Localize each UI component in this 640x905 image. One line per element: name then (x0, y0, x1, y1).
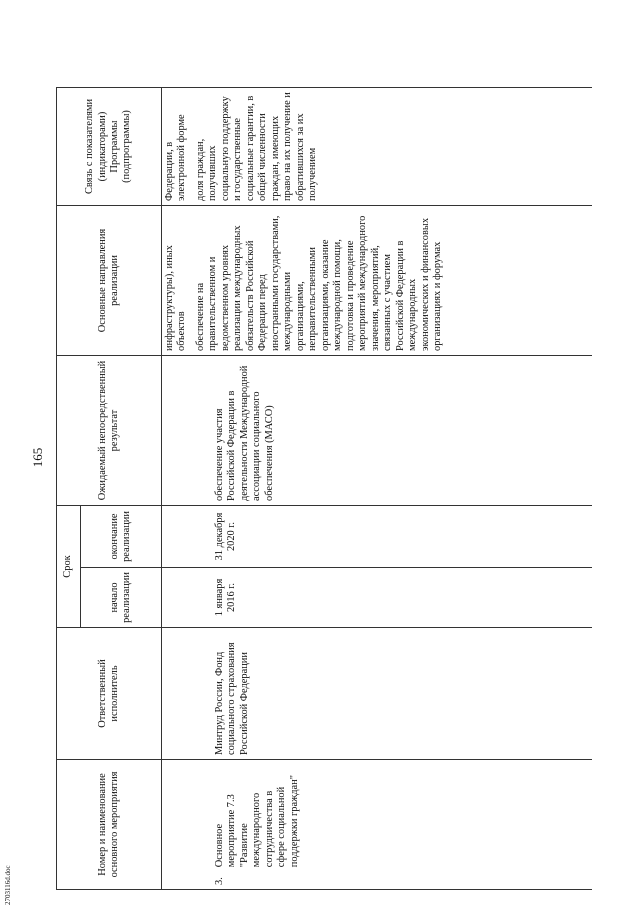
header-end: окончание реализации (81, 506, 162, 568)
table-row (162, 88, 592, 890)
program-table (56, 87, 592, 890)
header-link: Связь с показателями (индикаторами) Программы (подпрограммы) (57, 88, 162, 206)
cell-end (162, 506, 592, 568)
cell-link (162, 88, 592, 206)
page-number: 165 (30, 447, 45, 468)
header-number-name: Номер и наименование основного мероприятия (57, 760, 162, 890)
header-start: начало реализации (81, 568, 162, 628)
header-term: Срок (57, 506, 81, 628)
directions-text: обеспечение на правительственном и ведомственном уровнях реализации международных обязательств Российской Федерации перед иностранными государствами, международными организациями, неправительственными организациями, оказание международной помощи, подготовка и проведение мероприятий международного значения, мероприятий, связанных с участием Российской Федерации в международных экономических и финансовых организациях и форумах (194, 215, 444, 351)
link-continuation: Федерации, в электронной форме (164, 114, 188, 201)
link-text: доля граждан, получивших социальную поддержку и государственные социальные гарантии, в общей численности граждан, имеющих право на их получение и обратившихся за их получением (194, 92, 319, 201)
measure-name: Основное мероприятие 7.3 "Развитие международного сотрудничества в сфере социальной поддержки граждан" (214, 775, 300, 868)
header-directions: Основные направления реализации (57, 206, 162, 356)
start-date: 1 января 2016 г. (214, 578, 238, 617)
rotated-page (28, 25, 628, 890)
header-executor: Ответственный исполнитель (57, 628, 162, 760)
directions-continuation: инфраструктуры), иных объектов (164, 245, 188, 351)
cell-result (162, 356, 592, 506)
cell-number-name (162, 760, 592, 890)
header-result: Ожидаемый непосредственный результат (57, 356, 162, 506)
executor-text: Минтруд России, Фонд социального страхования Российской Федерации (214, 642, 250, 755)
row-number: 3. (214, 877, 225, 885)
document-file-name: 2703116d.doc (4, 865, 12, 905)
cell-start (162, 568, 592, 628)
result-text: обеспечение участия Российской Федерации в деятельности Международной ассоциации социального обеспечения (МАСО) (214, 365, 275, 501)
cell-executor (162, 628, 592, 760)
cell-directions (162, 206, 592, 356)
end-date: 31 декабря 2020 г. (214, 512, 238, 561)
header-row (57, 88, 81, 890)
